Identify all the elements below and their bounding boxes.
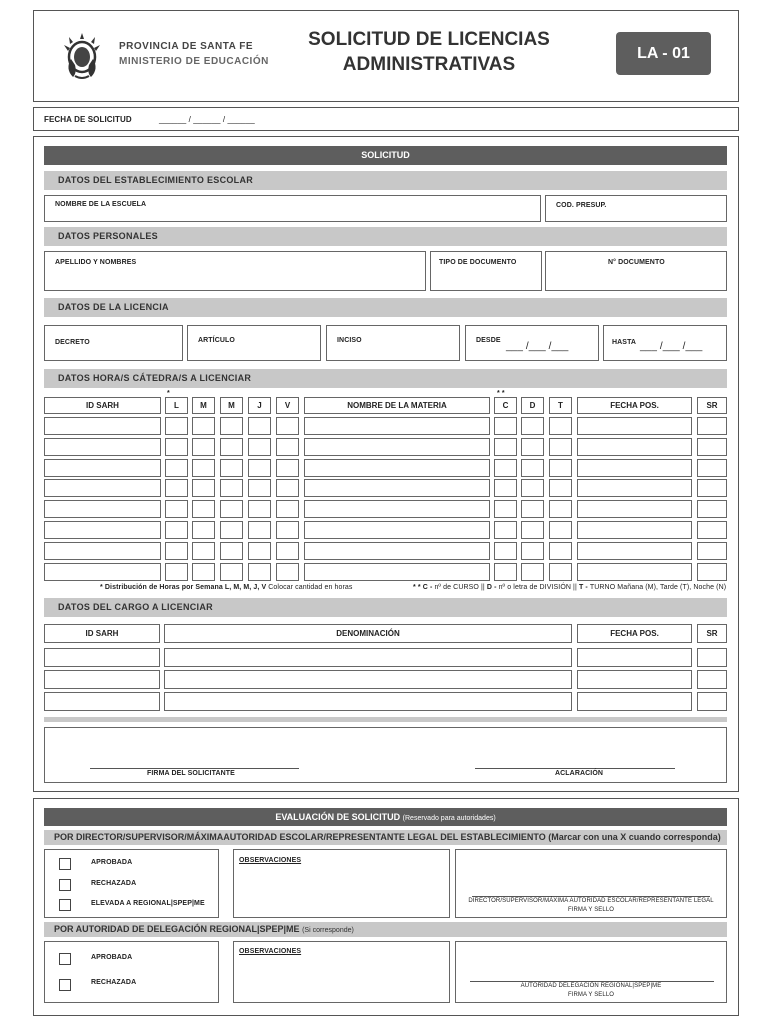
horas-cell[interactable] [276, 417, 299, 435]
horas-cell[interactable] [220, 438, 243, 456]
establecimiento-bar: DATOS DEL ESTABLECIMIENTO ESCOLAR [44, 171, 727, 190]
cargo-header-2: FECHA POS. [577, 624, 692, 643]
cargo-separator [44, 717, 727, 722]
horas-cell[interactable] [697, 521, 727, 539]
note2-c: C - [422, 584, 433, 591]
director-sign-line [472, 896, 710, 897]
delegacion-approved-label: APROBADA [91, 954, 133, 961]
director-approved-checkbox[interactable] [59, 858, 71, 870]
horas-cell[interactable] [494, 521, 517, 539]
name-label: APELLIDO Y NOMBRES [55, 259, 137, 266]
delegacion-observations-field[interactable] [233, 941, 450, 1003]
form-title-line2: ADMINISTRATIVAS [342, 54, 516, 75]
form-code-badge: LA - 01 [616, 32, 711, 75]
cargo-cell[interactable] [577, 648, 692, 667]
date-input[interactable]: ______ / ______ / ______ [159, 115, 255, 124]
horas-header-3: M [220, 397, 243, 414]
director-sign-line1: DIRECTOR/SUPERVISOR/MÁXIMA AUTORIDAD ESCOLAR/REPRESENTANTE LEGAL [468, 898, 714, 904]
horas-cell[interactable] [577, 438, 692, 456]
clarification-line [475, 768, 675, 769]
horas-cell[interactable] [165, 500, 188, 518]
cargo-cell[interactable] [44, 648, 160, 667]
horas-cell[interactable] [549, 563, 572, 581]
director-bar [44, 830, 727, 845]
name-field[interactable] [44, 251, 426, 291]
personales-bar: DATOS PERSONALES [44, 227, 727, 246]
delegacion-options-box [44, 941, 219, 1003]
province-seal-icon [59, 29, 105, 81]
horas-cell[interactable] [276, 563, 299, 581]
horas-cell[interactable] [521, 563, 544, 581]
signature-label: FIRMA DEL SOLICITANTE [147, 770, 235, 777]
horas-cell[interactable] [494, 542, 517, 560]
horas-cell[interactable] [521, 521, 544, 539]
delegacion-sign-line [470, 981, 714, 982]
horas-cell[interactable] [192, 500, 215, 518]
horas-cell[interactable] [248, 438, 271, 456]
horas-cell[interactable] [192, 479, 215, 497]
horas-cell[interactable] [577, 417, 692, 435]
horas-cell[interactable] [165, 521, 188, 539]
horas-cell[interactable] [220, 417, 243, 435]
horas-cell[interactable] [521, 479, 544, 497]
director-elevated-checkbox[interactable] [59, 899, 71, 911]
cargo-cell[interactable] [697, 670, 727, 689]
horas-header-9: T [549, 397, 572, 414]
director-note: (Marcar con una X cuando corresponda) [548, 832, 721, 842]
horas-cell[interactable] [697, 563, 727, 581]
horas-cell[interactable] [220, 542, 243, 560]
horas-cell[interactable] [220, 500, 243, 518]
desde-date-blank: ___ /___ /___ [506, 341, 569, 352]
horas-cell[interactable] [697, 417, 727, 435]
horas-cell[interactable] [521, 459, 544, 477]
horas-cell[interactable] [521, 417, 544, 435]
days-star-mark: * [167, 390, 170, 397]
horas-cell[interactable] [577, 563, 692, 581]
horas-note-1 [100, 584, 353, 591]
horas-cell[interactable] [44, 417, 161, 435]
horas-cell[interactable] [494, 500, 517, 518]
horas-cell[interactable] [549, 521, 572, 539]
horas-cell[interactable] [276, 500, 299, 518]
form-title-line1: SOLICITUD DE LICENCIAS [308, 29, 550, 50]
horas-cell[interactable] [220, 479, 243, 497]
horas-cell[interactable] [304, 500, 490, 518]
director-obs-label: OBSERVACIONES [239, 857, 302, 864]
horas-cell[interactable] [276, 521, 299, 539]
horas-cell[interactable] [248, 500, 271, 518]
horas-cell[interactable] [577, 459, 692, 477]
horas-cell[interactable] [165, 438, 188, 456]
desde-label: DESDE [476, 337, 501, 344]
horas-header-0: ID SARH [44, 397, 161, 414]
inciso-label: INCISO [337, 337, 362, 344]
evaluacion-note: (Reservado para autoridades) [402, 815, 496, 822]
horas-cell[interactable] [549, 438, 572, 456]
articulo-field[interactable] [187, 325, 321, 361]
delegacion-title: POR AUTORIDAD DE DELEGACIÓN REGIONAL|SPEP|ME [54, 924, 300, 934]
horas-cell[interactable] [192, 417, 215, 435]
decreto-field[interactable] [44, 325, 183, 361]
horas-cell[interactable] [697, 500, 727, 518]
horas-header-7: C [494, 397, 517, 414]
cargo-header-3: SR [697, 624, 727, 643]
horas-cell[interactable] [549, 542, 572, 560]
note1-text: Distribución de Horas por Semana L, M, M, J, V [104, 584, 267, 591]
horas-cell[interactable] [220, 521, 243, 539]
horas-cell[interactable] [304, 459, 490, 477]
evaluacion-title: EVALUACIÓN DE SOLICITUD [275, 812, 401, 822]
horas-cell[interactable] [577, 500, 692, 518]
horas-cell[interactable] [220, 459, 243, 477]
cargo-cell[interactable] [44, 692, 160, 711]
director-rejected-label: RECHAZADA [91, 880, 137, 887]
director-elevated-label: ELEVADA A REGIONAL|SPEP|ME [91, 900, 205, 907]
horas-cell[interactable] [165, 459, 188, 477]
delegacion-approved-checkbox[interactable] [59, 953, 71, 965]
horas-cell[interactable] [549, 417, 572, 435]
horas-cell[interactable] [697, 479, 727, 497]
horas-cell[interactable] [220, 563, 243, 581]
delegacion-note: (Si corresponde) [302, 927, 354, 934]
horas-cell[interactable] [248, 542, 271, 560]
cod-presup-field[interactable] [545, 195, 727, 222]
horas-cell[interactable] [248, 417, 271, 435]
cargo-cell[interactable] [44, 670, 160, 689]
note1-mark: * [100, 584, 103, 591]
note2-mark: * * [413, 584, 421, 591]
form-title [284, 27, 574, 77]
ministry-name: MINISTERIO DE EDUCACIÓN [119, 56, 269, 67]
cargo-cell[interactable] [164, 670, 572, 689]
doc-type-field[interactable] [430, 251, 542, 291]
cargo-bar: DATOS DEL CARGO A LICENCIAR [44, 598, 727, 617]
horas-cell[interactable] [165, 417, 188, 435]
horas-cell[interactable] [276, 542, 299, 560]
solicitud-title-bar: SOLICITUD [44, 146, 727, 165]
school-name-field[interactable] [44, 195, 541, 222]
horas-cell[interactable] [521, 438, 544, 456]
horas-cell[interactable] [304, 521, 490, 539]
horas-cell[interactable] [44, 542, 161, 560]
horas-cell[interactable] [521, 500, 544, 518]
note1-suffix: Colocar cantidad en horas [268, 584, 353, 591]
cargo-cell[interactable] [697, 648, 727, 667]
horas-header-5: V [276, 397, 299, 414]
horas-cell[interactable] [44, 479, 161, 497]
horas-cell[interactable] [192, 459, 215, 477]
director-observations-field[interactable] [233, 849, 450, 918]
header-box [33, 10, 739, 102]
note2-d: D - [486, 584, 497, 591]
clarification-label: ACLARACIÓN [555, 770, 604, 777]
doc-number-field[interactable] [545, 251, 727, 291]
director-signature-field[interactable] [455, 849, 727, 918]
horas-cell[interactable] [304, 479, 490, 497]
horas-header-2: M [192, 397, 215, 414]
horas-cell[interactable] [494, 438, 517, 456]
horas-cell[interactable] [521, 542, 544, 560]
horas-cell[interactable] [494, 459, 517, 477]
horas-cell[interactable] [697, 542, 727, 560]
director-options-box [44, 849, 219, 918]
horas-cell[interactable] [44, 459, 161, 477]
horas-cell[interactable] [304, 542, 490, 560]
desde-field[interactable] [465, 325, 599, 361]
horas-cell[interactable] [192, 438, 215, 456]
horas-cell[interactable] [276, 479, 299, 497]
signature-line [90, 768, 299, 769]
horas-cell[interactable] [165, 479, 188, 497]
delegacion-sign-line1: AUTORIDAD DELEGACIÓN REGIONAL|SPEP|ME [520, 983, 662, 989]
horas-header-11: SR [697, 397, 727, 414]
horas-header-6: NOMBRE DE LA MATERIA [304, 397, 490, 414]
horas-cell[interactable] [549, 500, 572, 518]
horas-cell[interactable] [549, 479, 572, 497]
horas-cell[interactable] [494, 417, 517, 435]
director-title: POR DIRECTOR/SUPERVISOR/MÁXIMAAUTORIDAD ESCOLAR/REPRESENTANTE LEGAL DEL ESTABLECIMIENTO [54, 832, 546, 842]
delegacion-sign-line2: FIRMA Y SELLO [567, 992, 615, 998]
delegacion-rejected-checkbox[interactable] [59, 979, 71, 991]
cargo-cell[interactable] [577, 692, 692, 711]
horas-header-4: J [248, 397, 271, 414]
date-row [33, 107, 739, 131]
horas-cell[interactable] [165, 563, 188, 581]
horas-cell[interactable] [697, 459, 727, 477]
cargo-cell[interactable] [697, 692, 727, 711]
horas-cell[interactable] [304, 563, 490, 581]
delegacion-bar [44, 922, 727, 937]
horas-cell[interactable] [192, 521, 215, 539]
horas-cell[interactable] [248, 459, 271, 477]
signature-field[interactable] [44, 727, 727, 783]
horas-bar: DATOS HORA/S CÁTEDRA/S A LICENCIAR [44, 369, 727, 388]
hasta-date-blank: ___ /___ /___ [640, 341, 703, 352]
horas-cell[interactable] [165, 542, 188, 560]
decreto-label: DECRETO [55, 339, 90, 346]
inciso-field[interactable] [326, 325, 460, 361]
horas-cell[interactable] [44, 438, 161, 456]
hasta-label: HASTA [612, 339, 637, 346]
school-name-label: NOMBRE DE LA ESCUELA [55, 201, 147, 208]
horas-cell[interactable] [494, 563, 517, 581]
evaluacion-title-bar [44, 808, 727, 826]
horas-cell[interactable] [577, 542, 692, 560]
director-rejected-checkbox[interactable] [59, 879, 71, 891]
delegacion-rejected-label: RECHAZADA [91, 979, 137, 986]
horas-cell[interactable] [697, 438, 727, 456]
note2-d-text: nº o letra de DIVISIÓN || [498, 584, 577, 591]
horas-cell[interactable] [494, 479, 517, 497]
cargo-cell[interactable] [164, 692, 572, 711]
note2-t-text: TURNO Mañana (M), Tarde (T), Noche (N) [589, 584, 727, 591]
horas-cell[interactable] [276, 438, 299, 456]
director-approved-label: APROBADA [91, 859, 133, 866]
cdt-star-mark: * * [497, 390, 505, 397]
cargo-header-0: ID SARH [44, 624, 160, 643]
horas-cell[interactable] [248, 563, 271, 581]
note2-t: T - [578, 584, 588, 591]
horas-cell[interactable] [248, 479, 271, 497]
horas-cell[interactable] [192, 542, 215, 560]
hasta-field[interactable] [603, 325, 727, 361]
delegacion-obs-label: OBSERVACIONES [239, 948, 302, 955]
delegacion-signature-field[interactable] [455, 941, 727, 1003]
horas-cell[interactable] [248, 521, 271, 539]
articulo-label: ARTÍCULO [198, 337, 235, 344]
director-sign-line2: FIRMA Y SELLO [567, 907, 615, 913]
cargo-cell[interactable] [164, 648, 572, 667]
horas-cell[interactable] [577, 521, 692, 539]
cargo-header-1: DENOMINACIÓN [164, 624, 572, 643]
horas-header-1: L [165, 397, 188, 414]
cargo-cell[interactable] [577, 670, 692, 689]
licencia-bar: DATOS DE LA LICENCIA [44, 298, 727, 317]
horas-cell[interactable] [577, 479, 692, 497]
note2-c-text: nº de CURSO || [434, 584, 485, 591]
horas-cell[interactable] [192, 563, 215, 581]
horas-header-8: D [521, 397, 544, 414]
province-name: PROVINCIA DE SANTA FE [119, 41, 254, 52]
horas-header-10: FECHA POS. [577, 397, 692, 414]
horas-cell[interactable] [304, 438, 490, 456]
doc-type-label: TIPO DE DOCUMENTO [439, 259, 517, 266]
horas-cell[interactable] [44, 500, 161, 518]
horas-cell[interactable] [549, 459, 572, 477]
date-label: FECHA DE SOLICITUD [44, 115, 132, 124]
doc-number-label: N° DOCUMENTO [608, 259, 665, 266]
horas-cell[interactable] [44, 521, 161, 539]
horas-note-2 [413, 584, 726, 591]
horas-cell[interactable] [276, 459, 299, 477]
horas-cell[interactable] [44, 563, 161, 581]
cod-presup-label: COD. PRESUP. [556, 202, 607, 209]
horas-cell[interactable] [304, 417, 490, 435]
